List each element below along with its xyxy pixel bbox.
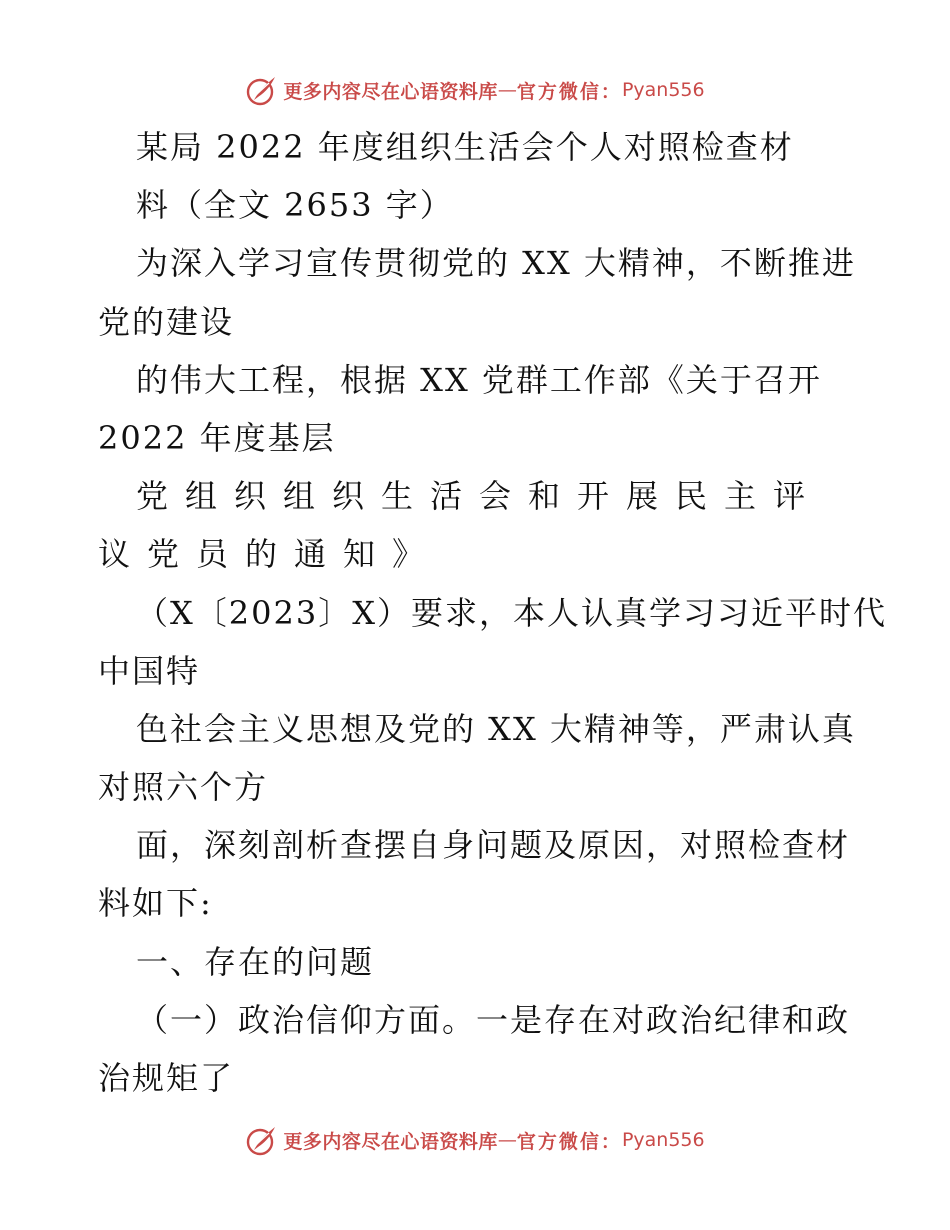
paragraph-line: （一）政治信仰方面。一是存在对政治纪律和政 — [136, 1000, 851, 1039]
header-watermark — [0, 70, 950, 110]
paragraph-line: 为深入学习宣传贯彻党的 XX 大精神，不断推进 — [136, 244, 856, 283]
watermark-id: Pyan556 — [621, 79, 705, 101]
title-line-2: 料（全文 2653 字） — [136, 186, 454, 225]
watermark-id: Pyan556 — [621, 1129, 705, 1151]
paragraph-line: 党组织组织生活会和开展民主评 — [136, 477, 823, 516]
paragraph-line: 党的建设 — [98, 302, 235, 341]
paragraph-line: 的伟大工程，根据 XX 党群工作部《关于召开 — [136, 360, 822, 399]
watermark-text: 更多内容尽在心语资料库 — [283, 80, 498, 103]
paragraph-line: 中国特 — [98, 651, 201, 690]
document-body — [98, 118, 888, 1107]
section-heading: 一、存在的问题 — [136, 942, 375, 981]
paragraph-line: 治规矩了 — [98, 1059, 235, 1097]
paragraph-line: （X〔2023〕X）要求，本人认真学习习近平时代 — [136, 593, 888, 632]
footer-watermark — [0, 1120, 950, 1160]
feather-logo-icon — [245, 1123, 279, 1157]
watermark-dash: — — [497, 79, 517, 101]
watermark-text: 更多内容尽在心语资料库 — [283, 1130, 498, 1153]
watermark-label: 官方微信： — [516, 80, 622, 103]
paragraph-line: 2022 年度基层 — [98, 418, 336, 457]
paragraph-line: 议党员的通知》 — [98, 535, 442, 574]
paragraph-line: 色社会主义思想及党的 XX 大精神等，严肃认真 — [136, 709, 856, 748]
paragraph-line: 面，深刻剖析查摆自身问题及原因，对照检查材 — [136, 826, 851, 865]
feather-logo-icon — [245, 73, 279, 107]
watermark-label: 官方微信： — [516, 1130, 622, 1153]
watermark-dash: — — [497, 1129, 517, 1151]
paragraph-line: 料如下: — [98, 884, 213, 923]
title-line-1: 某局 2022 年度组织生活会个人对照检查材 — [136, 128, 794, 166]
paragraph-line: 对照六个方 — [98, 768, 269, 807]
